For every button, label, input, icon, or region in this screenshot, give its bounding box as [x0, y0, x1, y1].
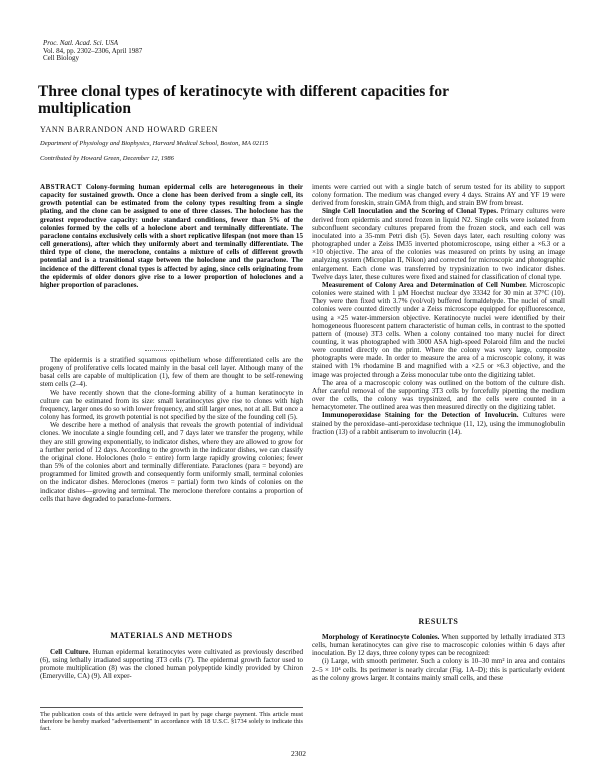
abstract-text: Colony-forming human epidermal cells are heterogeneous in their capacity for sustained growth. Once a clone has been derived from a single cell, its growth potential can be estimated from the colony types resulting from a single plating, and the clone can be assigned to one of three classes. The holoclone has the greatest reproductive capacity: under standard conditions, fewer than 5% of the colonies formed by the cells of a holoclone abort and terminally differentiate. The paraclone contains exclusively cells with a short replicative lifespan (not more than 15 cell generations), after which they uniformly abort and terminally differentiate. The third type of clone, the meroclone, contains a mixture of cells of different growth potential and is a transitional stage between the holoclone and the paraclone. The incidence of the different clonal types is affected by aging, since cells originating from the epidermis of older donors give rise to a lower proportion of holoclones and a higher proportion of paraclones.	[40, 183, 303, 289]
right-column	[312, 183, 565, 436]
morphology-head: Morphology of Keratinocyte Colonies.	[322, 633, 440, 641]
page-number: 2302	[291, 749, 306, 758]
cell-culture-section	[40, 648, 303, 681]
contributed-date: , December 12, 1986	[119, 155, 174, 162]
immuno-head: Immunoperoxidase Staining for the Detection of Involucrin.	[322, 411, 519, 420]
single-cell-head: Single Cell Inoculation and the Scoring of Clonal Types.	[322, 207, 498, 216]
abstract	[40, 183, 303, 289]
abstract-separator	[145, 350, 175, 351]
single-cell-text: Primary cultures were derived from epidermis and stored frozen in liquid N2. Single cells were isolated from subconfluent secondary cultures prepared from the frozen stock, and each cell was inoculated into a 35-mm Petri dish (5). Seven days later, each resulting colony was photographed under a Zeiss IM35 inverted photomicroscope, using either a ×6.3 or a ×10 objective. The area of the colonies was measured on prints by using an image analyzing system (Microplan II, Nikon) and corrected for microscopic and photographic enlargement. Each clone was transferred by trypsinization to two indicator dishes. Twelve days later, these cultures were fixed and stained for classification of clonal type.	[312, 207, 566, 281]
affiliation: Department of Physiology and Biophysics, Harvard Medical School, Boston, MA 02115	[40, 140, 269, 147]
measurement-paragraph	[312, 281, 565, 379]
immuno-paragraph	[312, 411, 565, 435]
results-section	[312, 633, 565, 682]
colony-type-i: (i) Large, with smooth perimeter. Such a colony is 10–30 mm² in area and contains 2–5 × 10⁴ cells. Its perimeter is nearly circular (Fig. 1A–D); this is particularly evident as the colony grows larger. It contains mainly small cells, and these	[312, 657, 565, 682]
authors: YANN BARRANDON AND HOWARD GREEN	[40, 125, 219, 134]
cell-culture-text: Human epidermal keratinocytes were cultivated as previously described (6), using lethally irradiated supporting 3T3 cells (7). The epidermal growth factor used to promote multiplication (8) was the cloned human polypeptide kindly provided by Chiron (Emeryville, CA) (9). All exper-	[40, 648, 304, 681]
macroscopic-paragraph: The area of a macroscopic colony was outlined on the bottom of the culture dish. After careful removal of the supporting 3T3 cells by forcefully pipetting the medium over the cells, the colony was trypsinized, and the cells were counted in a hemacytometer. The outlined area was then measured directly on the digitizing tablet.	[312, 378, 565, 412]
methods-heading: MATERIALS AND METHODS	[110, 631, 233, 640]
intro-paragraph: We have recently shown that the clone-forming ability of a human keratinocyte in culture can be estimated from its size: small keratinocytes give rise to clones with high frequency, larger ones do so with lower frequency, and still larger ones, not at all. But once a colony has formed, its growth potential is not specified by the size of the founding cell (5).	[40, 388, 303, 422]
intro-paragraph: We describe here a method of analysis that reveals the growth potential of individual clones. We inoculate a single founding cell, and 7 days later we transfer the progeny, while they are still growing exponentially, to indicator dishes, where they are allowed to grow for a further period of 12 days. According to the growth in the indicator dishes, we can classify the original clone. Holoclones (holo = entire) form large rapidly growing colonies; fewer than 5% of the colonies abort and terminally differentiate. Paraclones (para = beyond) are programmed for limited growth and consequently form uniformly small, terminal colonies on the indicator dishes. Meroclones (meros = partial) form two kinds of colonies on the indicator dishes—growing and terminal. The meroclone therefore contains a proportion of cells that have degraded to paraclone-formers.	[40, 421, 303, 503]
single-cell-paragraph	[312, 207, 565, 280]
footnote: The publication costs of this article were defrayed in part by page charge payment. This article must therefore be hereby marked "advertisement" in accordance with 18 U.S.C. §1734 solely to indicate this fact.	[40, 711, 303, 733]
intro-section	[40, 356, 303, 503]
immuno-text: Cultures were stained by the peroxidase–anti-peroxidase technique (11, 12), using the immunoglobulin fraction (13) of a rabbit antiserum to involucrin (14).	[312, 411, 565, 436]
journal-header	[43, 40, 142, 63]
journal-name: Proc. Natl. Acad. Sci. USA	[43, 39, 119, 47]
contributed-prefix: Contributed by	[40, 155, 81, 162]
right-col-intro: iments were carried out with a single batch of serum tested for its ability to support colony formation. The medium was changed every 4 days. Strains AY and YF 19 were derived from foreskin, strain GMA from thigh, and strain BW from breast.	[312, 183, 565, 208]
article-title: Three clonal types of keratinocyte with different capacities for multiplication	[38, 83, 449, 117]
measurement-head: Measurement of Colony Area and Determination of Cell Number.	[322, 280, 527, 289]
results-heading: RESULTS	[418, 617, 459, 626]
intro-paragraph: The epidermis is a stratified squamous epithelium whose differentiated cells are the progeny of proliferative cells located mainly in the basal cell layer. Although many of the basal cells are capable of multiplication (1), few of them are thought to be self-renewing stem cells (2–4).	[40, 356, 303, 389]
cell-culture-head: Cell Culture.	[50, 648, 91, 656]
cell-culture-paragraph	[40, 648, 303, 681]
contributed-name: Howard Green	[80, 155, 120, 162]
journal-volume: Vol. 84, pp. 2302–2306, April 1987	[43, 46, 143, 55]
contributed-line	[40, 155, 174, 162]
morphology-text: When supported by lethally irradiated 3T3 cells, human keratinocytes can give rise to macroscopic colonies within 6 days after inoculation. By 12 days, three colony types can be recognized:	[312, 633, 565, 658]
journal-section: Cell Biology	[43, 54, 79, 63]
measurement-text: Microscopic colonies were stained with 1 µM Hoechst nuclear dye 33342 for 30 min at 37°C (10). They were then fixed with 3.7% (vol/vol) buffered formaldehyde. The nuclei of small colonies were counted directly under a Zeiss microscope equipped for epifluorescence, using a ×25 water-immersion objective. Keratinocyte nuclei were identified by their homogeneous fluorescent pattern characteristic of human cells, in contrast to the spotted pattern of (mouse) 3T3 cells. When a colony contained too many nuclei for direct counting, it was photographed with 3000 ASA high-speed Polaroid film and the nuclei were counted directly on the print. Where the colony was very large, composite photographs were made. In order to measure the area of a microscopic colony, it was stained with 1% rhodamine B and magnified with a ×2.5 or ×6.3 objective, and the image was projected through a Zeiss monocular tube onto the digitizing tablet.	[312, 280, 565, 379]
morphology-paragraph	[312, 633, 565, 657]
footnote-rule	[40, 707, 303, 708]
left-column	[40, 183, 303, 289]
abstract-label: ABSTRACT	[40, 183, 82, 191]
